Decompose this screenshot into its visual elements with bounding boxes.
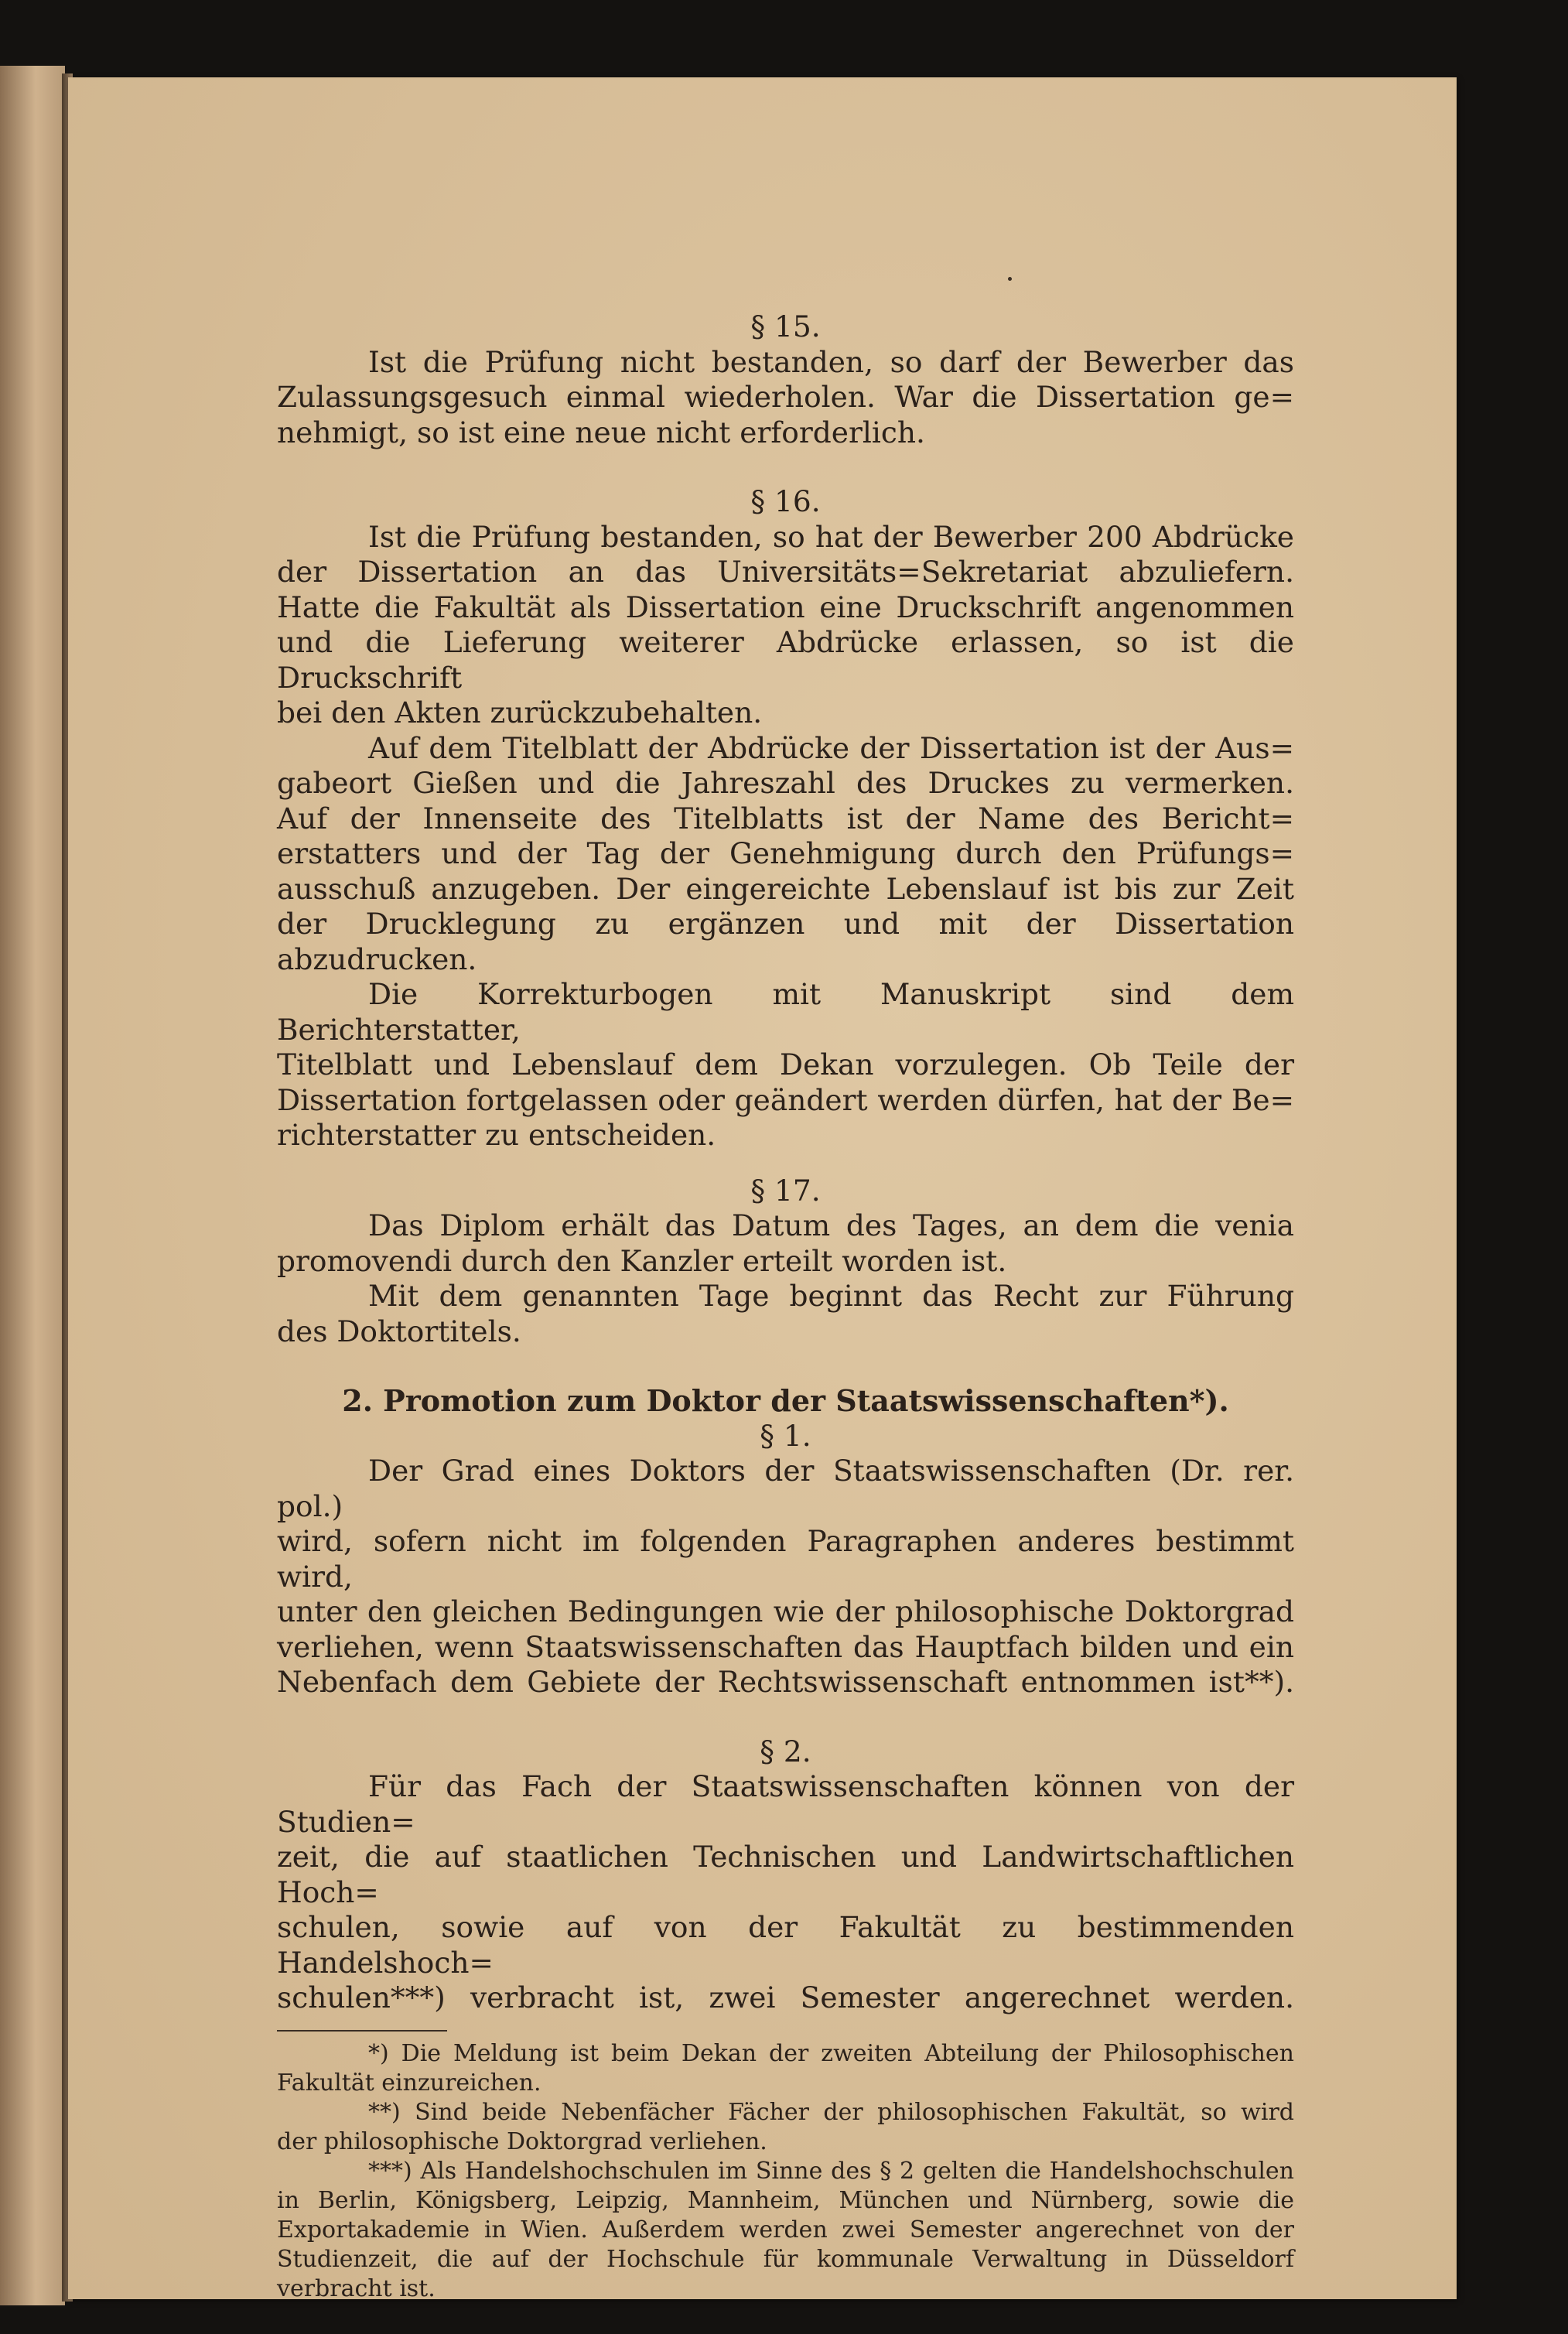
section-17-line: promovendi durch den Kanzler erteilt worden ist.: [277, 1243, 1007, 1278]
section-16-line: gabeort Gießen und die Jahreszahl des Druckes zu vermerken.: [277, 766, 1294, 800]
footnote-line: Fakultät einzureichen.: [277, 2069, 541, 2096]
section-16-line: der Dissertation an das Universitäts=Sekretariat abzuliefern.: [277, 555, 1294, 589]
footnote-line: in Berlin, Königsberg, Leipzig, Mannheim, München und Nürnberg, sowie die: [277, 2186, 1294, 2214]
footnote-line: ***) Als Handelshochschulen im Sinne des § 2 gelten die Handelshochschulen: [368, 2157, 1294, 2185]
section-15-heading: § 15.: [750, 309, 821, 343]
part-2-section-1-line: unter den gleichen Bedingungen wie der philosophische Doktorgrad: [277, 1594, 1294, 1628]
part-2-section-1-heading: § 1.: [760, 1418, 811, 1453]
section-16-line: erstatters und der Tag der Genehmigung durch den Prüfungs=: [277, 836, 1294, 870]
footnote-line: *) Die Meldung ist beim Dekan der zweiten Abteilung der Philosophischen: [368, 2039, 1294, 2067]
footnote-line: **) Sind beide Nebenfächer Fächer der philosophischen Fakultät, so wird: [368, 2098, 1294, 2126]
section-16-line: ausschuß anzugeben. Der eingereichte Lebenslauf ist bis zur Zeit: [277, 871, 1294, 906]
part-2-section-1-line: Der Grad eines Doktors der Staatswissenschaften (Dr. rer. pol.): [277, 1454, 1294, 1523]
section-16-line: der Drucklegung zu ergänzen und mit der Dissertation abzudrucken.: [277, 907, 1294, 976]
section-17-heading: § 17.: [750, 1173, 821, 1208]
part-2-section-2-line: zeit, die auf staatlichen Technischen und Landwirtschaftlichen Hoch=: [277, 1840, 1294, 1909]
section-16-line: Titelblatt und Lebenslauf dem Dekan vorzulegen. Ob Teile der: [277, 1047, 1294, 1082]
section-17-line: Mit dem genannten Tage beginnt das Recht zur Führung: [368, 1279, 1294, 1313]
footnote-line: der philosophische Doktorgrad verliehen.: [277, 2127, 767, 2155]
section-17-line: Das Diplom erhält das Datum des Tages, an dem die venia: [368, 1208, 1294, 1242]
section-16-line: richterstatter zu entscheiden.: [277, 1118, 716, 1152]
section-15-line: Ist die Prüfung nicht bestanden, so darf der Bewerber das: [368, 344, 1294, 379]
part-2-heading: 2. Promotion zum Doktor der Staatswissenschaften*).: [342, 1383, 1229, 1418]
footnote-rule: [277, 2030, 447, 2032]
section-16-line: Auf der Innenseite des Titelblatts ist der Name des Bericht=: [277, 801, 1294, 836]
part-2-section-2-line: Für das Fach der Staatswissenschaften können von der Studien=: [277, 1769, 1294, 1839]
section-15-line: Zulassungsgesuch einmal wiederholen. War die Dissertation ge=: [277, 380, 1294, 414]
footnote-line: verbracht ist.: [277, 2274, 436, 2302]
adjacent-page-edge: [0, 66, 65, 2305]
footnote-line: Exportakademie in Wien. Außerdem werden zwei Semester angerechnet von der: [277, 2216, 1294, 2243]
section-16-line: Die Korrekturbogen mit Manuskript sind dem Berichterstatter,: [277, 977, 1294, 1047]
speck: [1008, 277, 1012, 281]
section-16-line: bei den Akten zurückzubehalten.: [277, 695, 763, 730]
page-text: [277, 309, 1294, 2304]
section-15-line: nehmigt, so ist eine neue nicht erforderlich.: [277, 415, 925, 449]
footnotes: [277, 2039, 1294, 2304]
section-17-line: des Doktortitels.: [277, 1314, 521, 1348]
part-2-section-2-line: schulen***) verbracht ist, zwei Semester angerechnet werden.: [277, 1980, 1294, 2014]
part-2-section-1-line: Nebenfach dem Gebiete der Rechtswissenschaft entnommen ist**).: [277, 1665, 1294, 1699]
section-16-line: Dissertation fortgelassen oder geändert werden dürfen, hat der Be=: [277, 1082, 1294, 1117]
section-16-heading: § 16.: [750, 484, 821, 518]
section-16-line: Ist die Prüfung bestanden, so hat der Bewerber 200 Abdrücke: [368, 519, 1294, 554]
part-2-section-2-heading: § 2.: [760, 1734, 811, 1768]
footnote-line: Studienzeit, die auf der Hochschule für kommunale Verwaltung in Düsseldorf: [277, 2245, 1294, 2273]
section-16-line: Hatte die Fakultät als Dissertation eine Druckschrift angenommen: [277, 589, 1294, 624]
book-page: [68, 77, 1457, 2302]
part-2-section-2-line: schulen, sowie auf von der Fakultät zu bestimmenden Handelshoch=: [277, 1910, 1294, 1980]
part-2-section-1-line: wird, sofern nicht im folgenden Paragraphen anderes bestimmt wird,: [277, 1524, 1294, 1594]
part-2-section-1-line: verliehen, wenn Staatswissenschaften das Hauptfach bilden und ein: [277, 1629, 1294, 1664]
section-16-line: Auf dem Titelblatt der Abdrücke der Dissertation ist der Aus=: [368, 730, 1294, 765]
section-16-line: und die Lieferung weiterer Abdrücke erlassen, so ist die Druckschrift: [277, 625, 1294, 695]
